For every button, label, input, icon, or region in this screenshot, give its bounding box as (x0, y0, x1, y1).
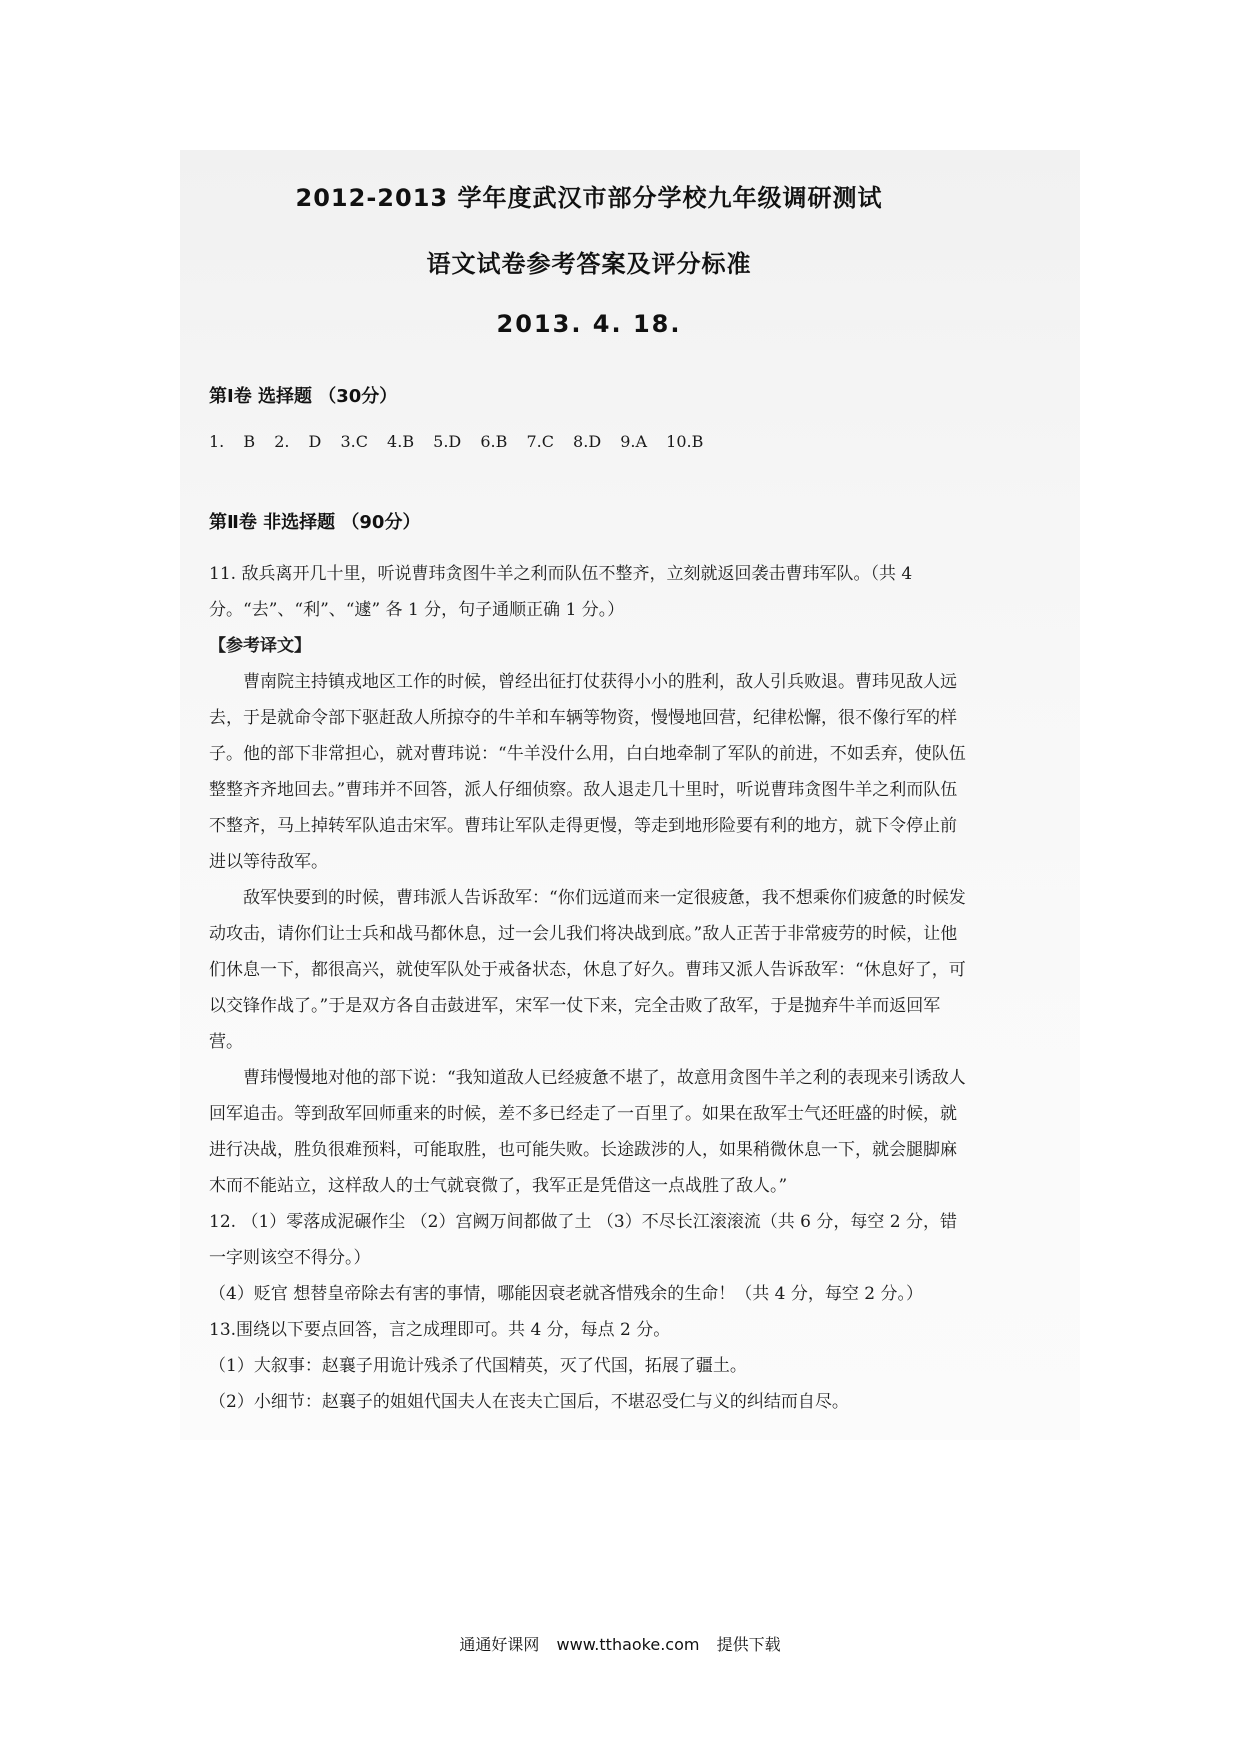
reference-translation-label: 【参考译文】 (209, 636, 311, 656)
document-subtitle: 语文试卷参考答案及评分标准 (426, 250, 752, 278)
q13-intro: 13.围绕以下要点回答，言之成理即可。共 4 分，每点 2 分。 (209, 1320, 671, 1340)
footer (0, 1632, 1240, 1655)
translation-paragraph-2: 敌军快要到的时候，曹玮派人告诉敌军：“你们远道而来一定很疲惫，我不想乘你们疲惫的时候发动攻击，请你们让士兵和战马都休息，过一会儿我们将决战到底。”敌人正苦于非常疲劳的时候，让他们休息一下，都很高兴，就使军队处于戒备状态，休息了好久。曹玮又派人告诉敌军：“休息好了，可以交锋作战了。”于是双方各自击鼓进军，宋军一仗下来，完全击败了敌军，于是抛弃牛羊而返回军营。 (209, 888, 966, 1052)
section-2-body (209, 556, 969, 1420)
q13-point-2: （2）小细节：赵襄子的姐姐代国夫人在丧夫亡国后，不堪忍受仁与义的纠结而自尽。 (209, 1392, 849, 1412)
translation-paragraph-1: 曹南院主持镇戎地区工作的时候，曾经出征打仗获得小小的胜利，敌人引兵败退。曹玮见敌人远去，于是就命令部下驱赶敌人所掠夺的牛羊和车辆等物资，慢慢地回营，纪律松懈，很不像行军的样子。他的部下非常担心，就对曹玮说：“牛羊没什么用，白白地牵制了军队的前进，不如丢弃，使队伍整整齐齐地回去。”曹玮并不回答，派人仔细侦察。敌人退走几十里时，听说曹玮贪图牛羊之利而队伍不整齐，马上掉转军队追击宋军。曹玮让军队走得更慢，等走到地形险要有利的地方，就下令停止前进以等待敌军。 (209, 672, 966, 872)
q12-answer-part-2: （4）贬官 想替皇帝除去有害的事情，哪能因衰老就吝惜残余的生命！（共 4 分，每空 2 分。） (209, 1284, 923, 1304)
section-1-heading: 第Ⅰ卷 选择题 （30分） (209, 386, 398, 407)
footer-note: 提供下载 (716, 1635, 781, 1654)
document-title: 2012-2013 学年度武汉市部分学校九年级调研测试 (295, 184, 883, 212)
section-2-heading: 第Ⅱ卷 非选择题 （90分） (209, 512, 421, 533)
footer-site-name: 通通好课网 (459, 1635, 540, 1654)
translation-paragraph-3: 曹玮慢慢地对他的部下说：“我知道敌人已经疲惫不堪了，故意用贪图牛羊之利的表现来引诱敌人回军追击。等到敌军回师重来的时候，差不多已经走了一百里了。如果在敌军士气还旺盛的时候，就进行决战，胜负很难预料，可能取胜，也可能失败。长途跋涉的人，如果稍微休息一下，就会腿脚麻木而不能站立，这样敌人的士气就衰微了，我军正是凭借这一点战胜了敌人。” (209, 1068, 966, 1196)
document-date: 2013. 4. 18. (496, 310, 682, 338)
multiple-choice-answers: 1. B 2. D 3.C 4.B 5.D 6.B 7.C 8.D 9.A 10.B (209, 432, 704, 451)
q11-answer: 11. 敌兵离开几十里，听说曹玮贪图牛羊之利而队伍不整齐，立刻就返回袭击曹玮军队。（共 4 分。“去”、“利”、“遽” 各 1 分，句子通顺正确 1 分。） (209, 564, 913, 620)
footer-url[interactable]: www.tthaoke.com (556, 1635, 700, 1654)
q13-point-1: （1）大叙事：赵襄子用诡计残杀了代国精英，灭了代国，拓展了疆土。 (209, 1356, 747, 1376)
q12-answer-part-1: 12. （1）零落成泥碾作尘 （2）宫阙万间都做了土 （3）不尽长江滚滚流（共 6 分，每空 2 分，错一字则该空不得分。） (209, 1212, 957, 1268)
